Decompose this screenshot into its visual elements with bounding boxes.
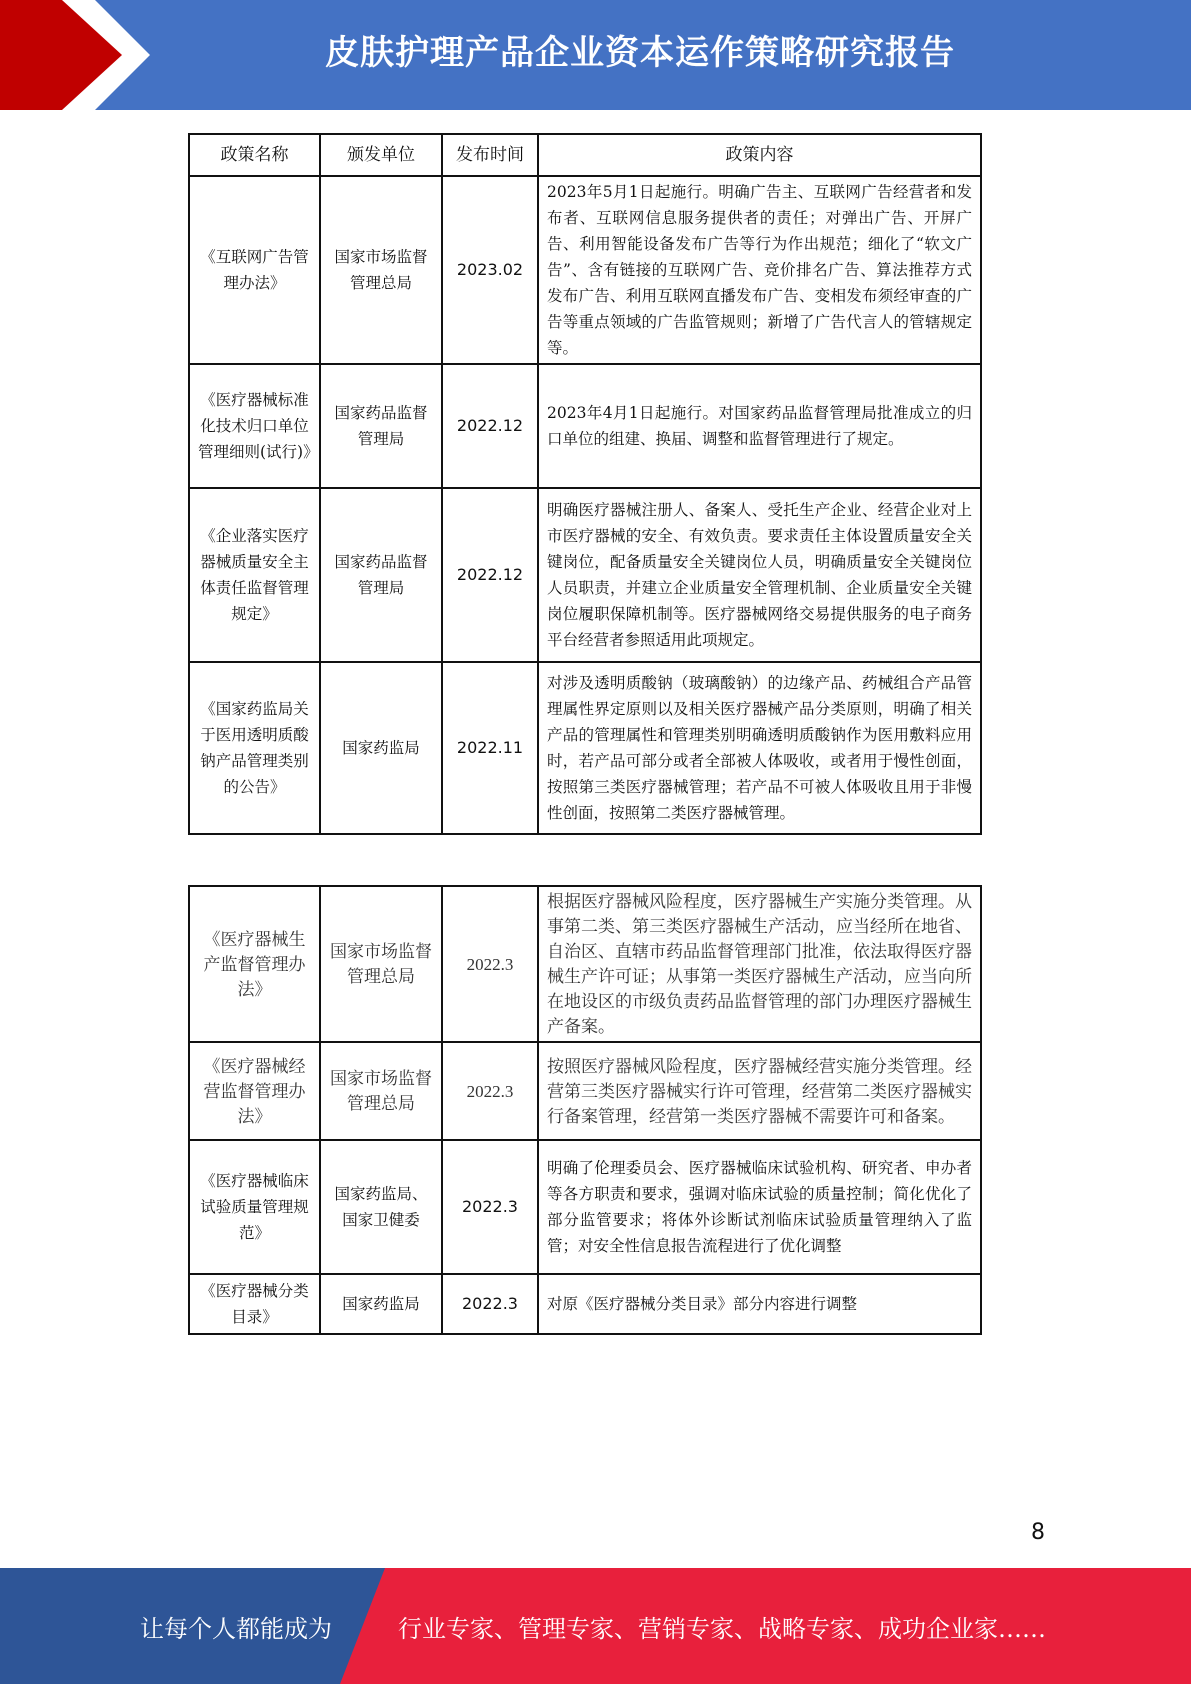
policy-content: 明确了伦理委员会、医疗器械临床试验机构、研究者、申办者等各方职责和要求，强调对临床试验的质量控制；简化优化了部分监管要求；将体外诊断试剂临床试验质量管理纳入了监管；对安全性信息报告流程进行了优化调整 <box>538 1140 981 1274</box>
column-header-name: 政策名称 <box>189 134 320 176</box>
issuing-unit: 国家药监局 <box>320 662 442 834</box>
footer-banner <box>0 1568 1191 1684</box>
release-date: 2022.3 <box>442 886 538 1042</box>
policy-content: 对涉及透明质酸钠（玻璃酸钠）的边缘产品、药械组合产品管理属性界定原则以及相关医疗器械产品分类原则，明确了相关产品的管理属性和管理类别明确透明质酸钠作为医用敷料应用时，若产品可部分或者全部被人体吸收，或者用于慢性创面，按照第三类医疗器械管理；若产品不可被人体吸收且用于非慢性创面，按照第二类医疗器械管理。 <box>538 662 981 834</box>
issuing-unit: 国家药监局、国家卫健委 <box>320 1140 442 1274</box>
issuing-unit: 国家市场监督管理总局 <box>320 176 442 364</box>
policy-name: 《医疗器械生产监督管理办法》 <box>189 886 320 1042</box>
page-number: 8 <box>1031 1520 1045 1545</box>
table-row <box>189 662 981 834</box>
column-header-date: 发布时间 <box>442 134 538 176</box>
release-date: 2022.3 <box>442 1274 538 1334</box>
policy-content: 根据医疗器械风险程度，医疗器械生产实施分类管理。从事第二类、第三类医疗器械生产活动，应当经所在地省、自治区、直辖市药品监督管理部门批准，依法取得医疗器械生产许可证；从事第一类医疗器械生产活动，应当向所在地设区的市级负责药品监督管理的部门办理医疗器械生产备案。 <box>538 886 981 1042</box>
policy-content: 明确医疗器械注册人、备案人、受托生产企业、经营企业对上市医疗器械的安全、有效负责。要求责任主体设置质量安全关键岗位，配备质量安全关键岗位人员，明确质量安全关键岗位人员职责，并建立企业质量安全管理机制、企业质量安全关键岗位履职保障机制等。医疗器械网络交易提供服务的电子商务平台经营者参照适用此项规定。 <box>538 488 981 662</box>
release-date: 2022.3 <box>442 1140 538 1274</box>
column-header-unit: 颁发单位 <box>320 134 442 176</box>
policy-content: 2023年4月1日起施行。对国家药品监督管理局批准成立的归口单位的组建、换届、调整和监督管理进行了规定。 <box>538 364 981 488</box>
issuing-unit: 国家药监局 <box>320 1274 442 1334</box>
release-date: 2022.12 <box>442 364 538 488</box>
policy-table-2 <box>188 885 982 1335</box>
policy-table-1 <box>188 133 982 835</box>
policy-name: 《企业落实医疗器械质量安全主体责任监督管理规定》 <box>189 488 320 662</box>
release-date: 2022.3 <box>442 1042 538 1140</box>
report-title: 皮肤护理产品企业资本运作策略研究报告 <box>325 33 955 73</box>
table-row <box>189 1274 981 1334</box>
column-header-content: 政策内容 <box>538 134 981 176</box>
table-row <box>189 488 981 662</box>
table-row <box>189 886 981 1042</box>
policy-name: 《医疗器械标准化技术归口单位管理细则(试行)》 <box>189 364 320 488</box>
policy-name: 《医疗器械临床试验质量管理规范》 <box>189 1140 320 1274</box>
table-header-row <box>189 134 981 176</box>
table-row <box>189 1042 981 1140</box>
release-date: 2023.02 <box>442 176 538 364</box>
policy-name: 《医疗器械经营监督管理办法》 <box>189 1042 320 1140</box>
policy-name: 《互联网广告管理办法》 <box>189 176 320 364</box>
footer-slogan-right: 行业专家、管理专家、营销专家、战略专家、成功企业家…… <box>398 1615 1046 1643</box>
table-row <box>189 176 981 364</box>
release-date: 2022.11 <box>442 662 538 834</box>
table-row <box>189 364 981 488</box>
issuing-unit: 国家市场监督管理总局 <box>320 1042 442 1140</box>
issuing-unit: 国家药品监督管理局 <box>320 364 442 488</box>
header-banner <box>0 0 1191 110</box>
release-date: 2022.12 <box>442 488 538 662</box>
policy-name: 《国家药监局关于医用透明质酸钠产品管理类别的公告》 <box>189 662 320 834</box>
issuing-unit: 国家药品监督管理局 <box>320 488 442 662</box>
issuing-unit: 国家市场监督管理总局 <box>320 886 442 1042</box>
policy-content: 对原《医疗器械分类目录》部分内容进行调整 <box>538 1274 981 1334</box>
policy-content: 2023年5月1日起施行。明确广告主、互联网广告经营者和发布者、互联网信息服务提供者的责任；对弹出广告、开屏广告、利用智能设备发布广告等行为作出规范；细化了“软文广告”、含有链接的互联网广告、竞价排名广告、算法推荐方式发布广告、利用互联网直播发布广告、变相发布须经审查的广告等重点领域的广告监管规则；新增了广告代言人的管辖规定等。 <box>538 176 981 364</box>
footer-slogan-left: 让每个人都能成为 <box>140 1615 332 1643</box>
table-row <box>189 1140 981 1274</box>
policy-name: 《医疗器械分类目录》 <box>189 1274 320 1334</box>
policy-content: 按照医疗器械风险程度，医疗器械经营实施分类管理。经营第三类医疗器械实行许可管理，经营第二类医疗器械实行备案管理，经营第一类医疗器械不需要许可和备案。 <box>538 1042 981 1140</box>
